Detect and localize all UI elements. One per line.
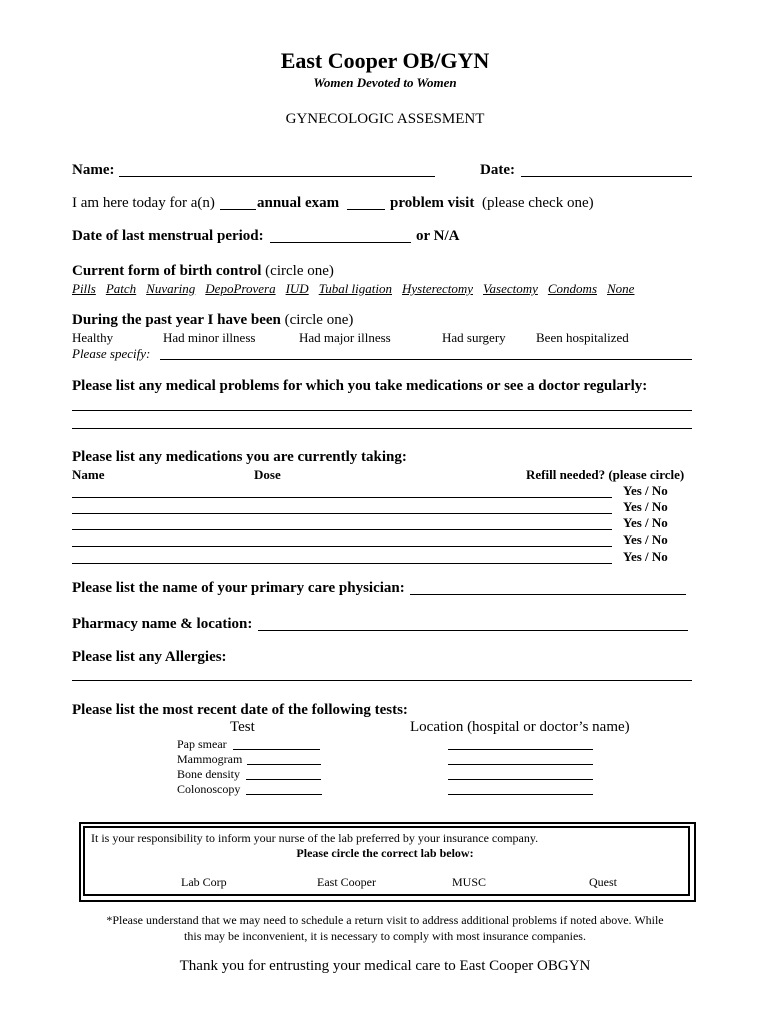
test-mammogram-date[interactable]	[247, 764, 321, 765]
test-pap-smear-location[interactable]	[448, 749, 593, 750]
problem-visit-label: problem visit	[390, 195, 475, 211]
practice-title: East Cooper OB/GYN	[280, 48, 490, 73]
pharmacy-field[interactable]	[258, 630, 688, 631]
please-specify-field[interactable]	[160, 359, 692, 360]
past-year-option-major-illness[interactable]: Had major illness	[299, 330, 391, 345]
date-label: Date:	[480, 162, 515, 178]
physician-field[interactable]	[410, 594, 686, 595]
medication-refill-choice[interactable]: Yes / No	[623, 499, 668, 514]
medications-label: Please list any medications you are currently taking:	[72, 449, 407, 465]
bc-option-none[interactable]: None	[607, 281, 635, 296]
bc-option-depoprovera[interactable]: DepoProvera	[205, 281, 276, 296]
problem-visit-checkbox[interactable]	[347, 209, 385, 210]
medication-refill-choice[interactable]: Yes / No	[623, 532, 668, 547]
past-year-option-surgery[interactable]: Had surgery	[442, 330, 506, 345]
medical-problems-line-1[interactable]	[72, 410, 692, 411]
birth-control-options	[72, 281, 644, 297]
medications-col-dose: Dose	[254, 467, 281, 482]
lab-option-musc[interactable]: MUSC	[452, 875, 487, 889]
medications-col-refill: Refill needed? (please circle)	[526, 467, 685, 482]
test-bone-density-location[interactable]	[448, 779, 593, 780]
medical-problems-label: Please list any medical problems for which you take medications or see a doctor regularly:	[72, 378, 648, 394]
test-bone-density-date[interactable]	[246, 779, 321, 780]
thank-you-note: Thank you for entrusting your medical care to East Cooper OBGYN	[179, 958, 591, 974]
lab-notice: It is your responsibility to inform your nurse of the lab preferred by your insurance company.	[91, 831, 539, 845]
date-field[interactable]	[521, 176, 692, 177]
bc-option-vasectomy[interactable]: Vasectomy	[483, 281, 538, 296]
birth-control-note: (circle one)	[265, 263, 334, 279]
annual-exam-label: annual exam	[257, 195, 340, 211]
test-colonoscopy-label: Colonoscopy	[177, 782, 241, 796]
lab-option-labcorp[interactable]: Lab Corp	[181, 875, 227, 889]
name-label: Name:	[72, 162, 115, 178]
medication-row-line[interactable]	[72, 513, 612, 514]
bc-option-tubal-ligation[interactable]: Tubal ligation	[318, 281, 393, 296]
practice-tagline: Women Devoted to Women	[313, 75, 457, 90]
medication-row-line[interactable]	[72, 563, 612, 564]
pharmacy-label: Pharmacy name & location:	[72, 616, 253, 632]
medication-refill-choice[interactable]: Yes / No	[623, 483, 668, 498]
medication-row-line[interactable]	[72, 529, 612, 530]
annual-exam-checkbox[interactable]	[220, 209, 256, 210]
birth-control-label: Current form of birth control	[72, 263, 262, 279]
lmp-field[interactable]	[270, 242, 411, 243]
bc-option-hysterectomy[interactable]: Hysterectomy	[402, 281, 474, 296]
visit-note: (please check one)	[482, 195, 594, 211]
disclaimer-line-1: *Please understand that we may need to schedule a return visit to address additional problems if noted above. While	[106, 913, 664, 927]
test-pap-smear-label: Pap smear	[177, 737, 227, 751]
medication-row-line[interactable]	[72, 546, 612, 547]
past-year-option-hospitalized[interactable]: Been hospitalized	[536, 330, 629, 345]
test-mammogram-location[interactable]	[448, 764, 593, 765]
lmp-na: or N/A	[416, 228, 460, 244]
test-pap-smear-date[interactable]	[233, 749, 320, 750]
physician-label: Please list the name of your primary care physician:	[72, 580, 405, 596]
medical-problems-line-2[interactable]	[72, 428, 692, 429]
past-year-note: (circle one)	[284, 312, 354, 328]
name-field[interactable]	[119, 176, 435, 177]
disclaimer-line-2: this may be inconvenient, it is necessary to comply with most insurance companies.	[184, 929, 586, 943]
allergies-field[interactable]	[72, 680, 692, 681]
test-bone-density-label: Bone density	[177, 767, 240, 781]
lab-option-east-cooper[interactable]: East Cooper	[317, 875, 376, 889]
test-colonoscopy-location[interactable]	[448, 794, 593, 795]
medication-refill-choice[interactable]: Yes / No	[623, 549, 668, 564]
bc-option-iud[interactable]: IUD	[285, 281, 309, 296]
past-year-label: During the past year I have been	[72, 312, 281, 328]
bc-option-condoms[interactable]: Condoms	[547, 281, 598, 296]
medications-col-name: Name	[72, 467, 105, 482]
past-year-option-minor-illness[interactable]: Had minor illness	[163, 330, 256, 345]
bc-option-pills[interactable]: Pills	[72, 281, 96, 296]
tests-col-location: Location (hospital or doctor’s name)	[410, 719, 630, 735]
test-mammogram-label: Mammogram	[177, 752, 243, 766]
bc-option-patch[interactable]: Patch	[105, 281, 137, 296]
lab-option-quest[interactable]: Quest	[589, 875, 617, 889]
tests-label: Please list the most recent date of the following tests:	[72, 702, 408, 718]
lab-instruction: Please circle the correct lab below:	[296, 846, 474, 860]
medication-row-line[interactable]	[72, 497, 612, 498]
allergies-label: Please list any Allergies:	[72, 649, 227, 665]
visit-prefix: I am here today for a(n)	[72, 195, 215, 211]
bc-option-nuvaring[interactable]: Nuvaring	[146, 281, 196, 296]
test-colonoscopy-date[interactable]	[246, 794, 322, 795]
lmp-label: Date of last menstrual period:	[72, 228, 264, 244]
medication-refill-choice[interactable]: Yes / No	[623, 515, 668, 530]
please-specify-label: Please specify:	[72, 346, 151, 361]
form-title: GYNECOLOGIC ASSESMENT	[285, 111, 485, 127]
tests-col-test: Test	[230, 719, 255, 735]
past-year-option-healthy[interactable]: Healthy	[72, 330, 114, 345]
